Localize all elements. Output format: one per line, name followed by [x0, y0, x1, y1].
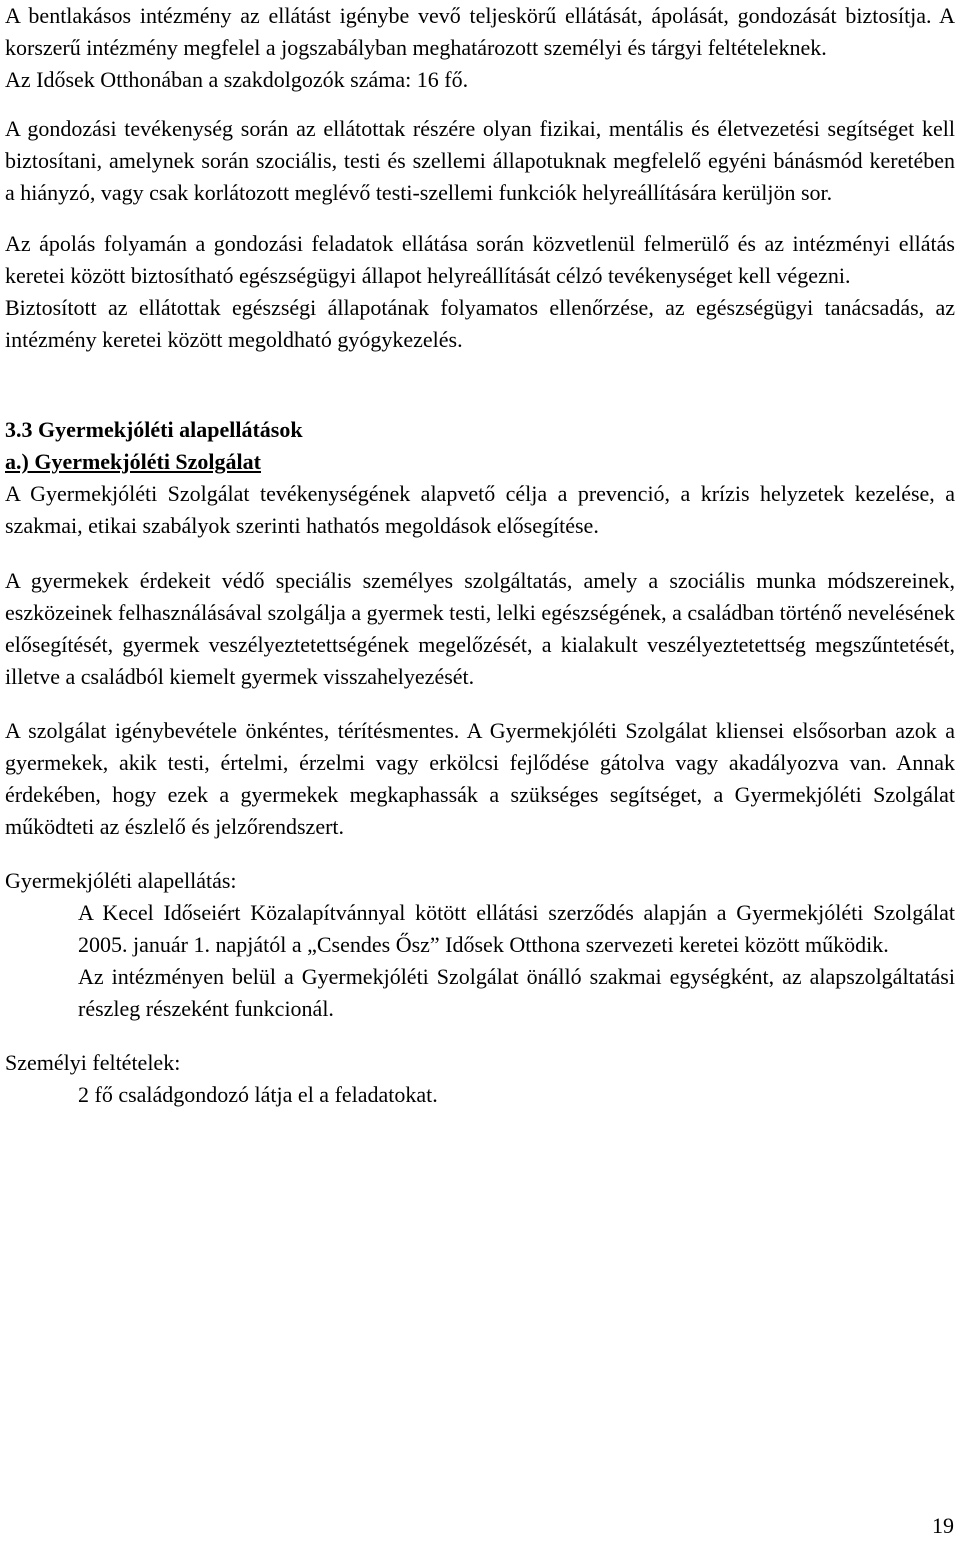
paragraph-szerzodes: A Kecel Időseiért Közalapítvánnyal kötött ellátási szerződés alapján a Gyermekjóléti Szolgálat 2005. január 1. napjától a „Csendes Ősz” Idősek Otthona szervezeti keretei között működik.	[78, 900, 955, 957]
paragraph-igenybevetel: A szolgálat igénybevétele önkéntes, térítésmentes. A Gyermekjóléti Szolgálat kliensei elsősorban azok a gyermekek, akik testi, értelmi, érzelmi vagy erkölcsi fejlődése gátolva vagy akadályozva van. Annak érdekében, hogy ezek a gyermekek megkaphassák a szükséges segítséget, a Gyermekjóléti Szolgálat működteti az észlelő és jelzőrendszert.	[5, 718, 955, 839]
subsection-heading: a.) Gyermekjóléti Szolgálat	[5, 449, 261, 474]
paragraph-intezmeny: A bentlakásos intézmény az ellátást igénybe vevő teljeskörű ellátását, ápolását, gondozását biztosítja. A korszerű intézmény megfelel a jogszabályban meghatározott személyi és tárgyi feltételeknek.	[5, 3, 955, 60]
paragraph-apolas: Az ápolás folyamán a gondozási feladatok ellátása során közvetlenül felmerülő és az intézményi ellátás keretei között biztosítható egészségügyi állapot helyreállítását célzó tevékenységet kell végezni.	[5, 231, 955, 288]
document-page	[5, 0, 955, 1111]
paragraph-biztositott: Biztosított az ellátottak egészségi állapotának folyamatos ellenőrzése, az egészségügyi tanácsadás, az intézmény keretei között megoldható gyógykezelés.	[5, 295, 955, 352]
paragraph-csaladgondozo: 2 fő családgondozó látja el a feladatokat.	[78, 1082, 438, 1107]
paragraph-onallo: Az intézményen belül a Gyermekjóléti Szolgálat önálló szakmai egységként, az alapszolgáltatási részleg részeként funkcionál.	[78, 964, 955, 1021]
section-heading: 3.3 Gyermekjóléti alapellátások	[5, 417, 303, 442]
label-szemelyi: Személyi feltételek:	[5, 1050, 181, 1075]
label-alapellatas: Gyermekjóléti alapellátás:	[5, 868, 237, 893]
paragraph-celja: A Gyermekjóléti Szolgálat tevékenységének alapvető célja a prevenció, a krízis helyzetek kezelése, a szakmai, etikai szabályok szerinti hathatós megoldások elősegítése.	[5, 481, 955, 538]
paragraph-szakdolgozok: Az Idősek Otthonában a szakdolgozók száma: 16 fő.	[5, 67, 469, 92]
page-number: 19	[932, 1513, 954, 1538]
paragraph-erdekeit: A gyermekek érdekeit védő speciális személyes szolgáltatás, amely a szociális munka módszereinek, eszközeinek felhasználásával szolgálja a gyermek testi, lelki egészségének, a családban történő nevelésének elősegítését, gyermek veszélyeztetettségének megelőzését, a kialakult veszélyeztetettség megszűntetését, illetve a családból kiemelt gyermek visszahelyezését.	[5, 568, 955, 689]
paragraph-gondozasi: A gondozási tevékenység során az ellátottak részére olyan fizikai, mentális és életvezetési segítséget kell biztosítani, amelynek során szociális, testi és szellemi állapotuknak megfelelő egyéni bánásmód keretében a hiányzó, vagy csak korlátozott meglévő testi-szellemi funkciók helyreállítására kerüljön sor.	[5, 116, 955, 205]
